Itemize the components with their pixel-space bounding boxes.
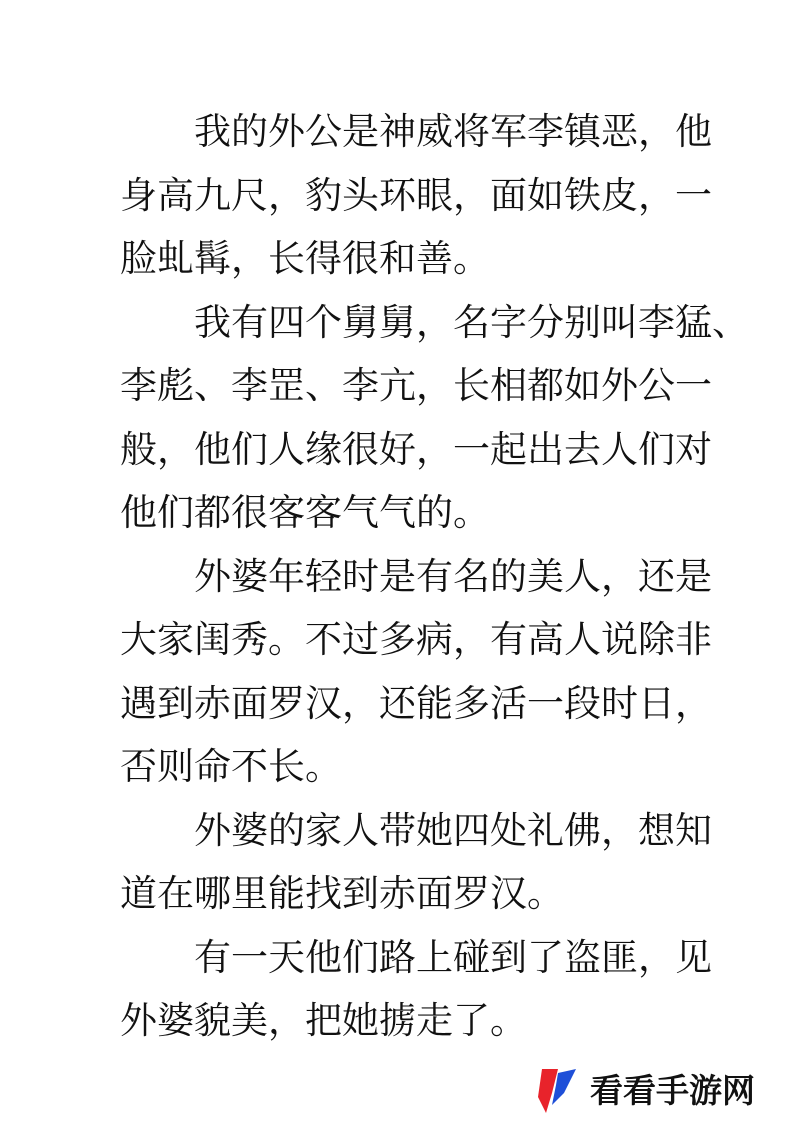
kankan-logo-icon xyxy=(528,1063,584,1117)
paragraph-line: 道在哪里能找到赤面罗汉。 xyxy=(120,872,564,915)
paragraph-4 xyxy=(120,799,712,926)
paragraph-line: 遇到赤面罗汉，还能多活一段时日， xyxy=(120,681,712,725)
paragraph-line: 否则命不长。 xyxy=(120,745,342,788)
paragraph-line: 外婆年轻时是有名的美人，还是 xyxy=(194,554,712,598)
site-watermark xyxy=(528,1063,768,1117)
paragraph-3 xyxy=(120,545,712,799)
paragraph-2 xyxy=(120,291,749,545)
article-body xyxy=(120,100,749,1053)
watermark-text: 看看手游网 xyxy=(590,1071,755,1110)
paragraph-line: 外婆貌美，把她掳走了。 xyxy=(120,999,527,1042)
paragraph-line: 大家闺秀。不过多病，有高人说除非 xyxy=(120,618,712,661)
paragraph-1 xyxy=(120,100,712,291)
paragraph-line: 般，他们人缘很好，一起出去人们对 xyxy=(120,427,712,471)
paragraph-line: 脸虬髯，长得很和善。 xyxy=(120,237,490,280)
paragraph-5 xyxy=(120,926,712,1053)
paragraph-line: 李彪、李罡、李亢，长相都如外公一 xyxy=(120,364,712,407)
paragraph-line: 身高九尺，豹头环眼，面如铁皮，一 xyxy=(120,173,712,217)
paragraph-line: 他们都很客客气气的。 xyxy=(120,491,490,534)
paragraph-line: 外婆的家人带她四处礼佛，想知 xyxy=(194,808,712,852)
paragraph-line: 我的外公是神威将军李镇恶，他 xyxy=(194,110,712,153)
paragraph-line: 有一天他们路上碰到了盗匪，见 xyxy=(194,935,712,979)
paragraph-line: 我有四个舅舅，名字分别叫李猛、 xyxy=(194,300,749,344)
